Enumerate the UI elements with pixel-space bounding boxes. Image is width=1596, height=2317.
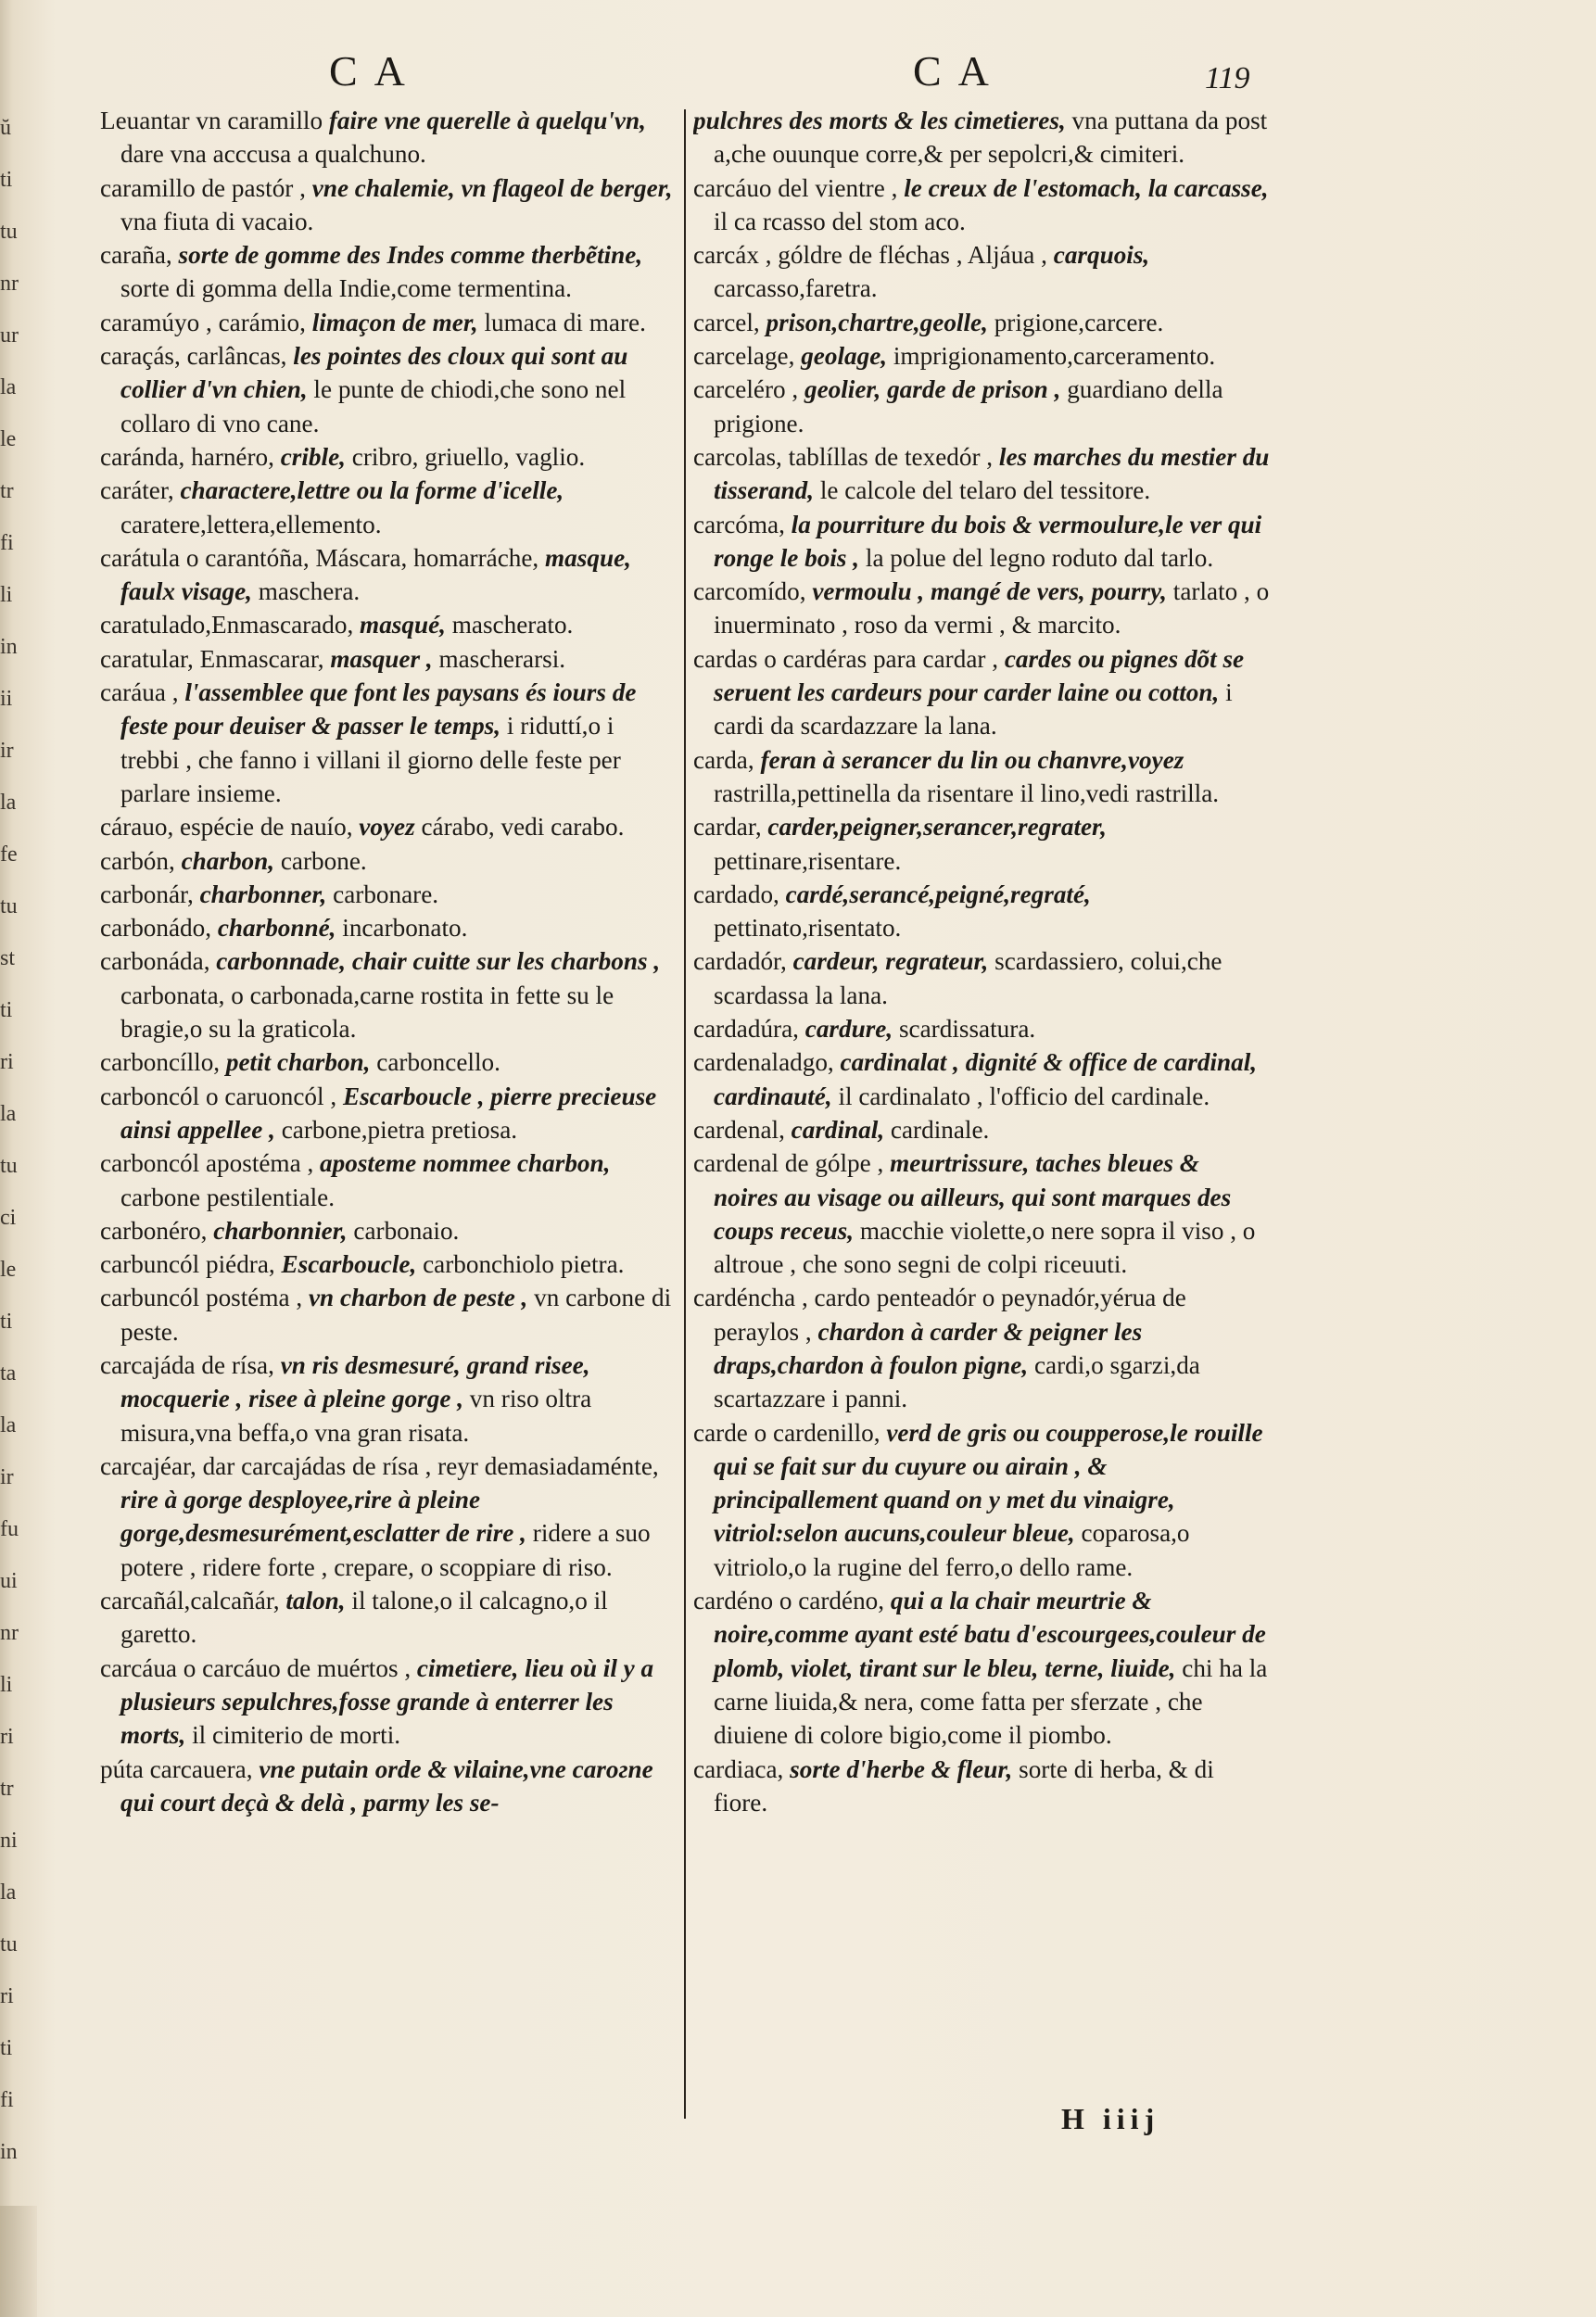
- dictionary-entry: [693, 440, 1270, 508]
- dictionary-entry: [100, 1652, 675, 1753]
- gutter-mark: fi: [0, 531, 14, 555]
- italian-gloss: carbonata, o carbonada,carne rostita in fette su le bragie,o su la graticola.: [120, 981, 614, 1044]
- italian-gloss: chi ha la carne liuida,& nera, come fatta per sferzate , che diuiene di colore bigio,come il piombo.: [714, 1653, 1268, 1750]
- headword: carátula o carantóña, Máscara, homarráche,: [100, 543, 546, 572]
- italian-gloss: rastrilla,pettinella da risentare il lino,vedi rastrilla.: [714, 779, 1220, 807]
- french-gloss: limaçon de mer,: [311, 308, 485, 336]
- italian-gloss: le punte de chiodi,che sono nel collaro di vno cane.: [120, 375, 627, 437]
- gutter-mark: tr: [0, 1777, 14, 1801]
- gutter-mark: tu: [0, 220, 18, 244]
- headword: carbonár,: [100, 880, 200, 908]
- dictionary-entry: [693, 1045, 1270, 1113]
- headword: carcajáda de rísa,: [100, 1350, 281, 1379]
- italian-gloss: caratere,lettera,ellemento.: [120, 510, 382, 538]
- headword: carbón,: [100, 846, 182, 875]
- italian-gloss: mascherarsi.: [438, 644, 566, 673]
- gutter-mark: in: [0, 635, 18, 659]
- french-gloss: talon,: [285, 1587, 352, 1615]
- gutter-mark: tu: [0, 894, 18, 918]
- dictionary-entry: [693, 1146, 1270, 1281]
- gutter-mark: le: [0, 427, 17, 451]
- dictionary-entry: [100, 944, 675, 1045]
- dictionary-entry: [693, 1281, 1270, 1415]
- headword: carcóma,: [693, 510, 792, 538]
- headword: Leuantar vn caramillo: [100, 107, 329, 134]
- gutter-mark: ri: [0, 1050, 14, 1074]
- gutter-mark: la: [0, 791, 17, 815]
- dictionary-entry: [100, 1080, 675, 1147]
- french-gloss: charbonné,: [217, 914, 343, 943]
- headword: caránda, harnéro,: [100, 442, 281, 471]
- dictionary-entry: [100, 339, 675, 440]
- page-edge-shadow: [0, 2206, 37, 2317]
- italian-gloss: imprigionamento,carceramento.: [893, 342, 1216, 371]
- dictionary-entry: [693, 1584, 1270, 1752]
- italian-gloss: cardinale.: [890, 1115, 990, 1144]
- dictionary-entry: [693, 306, 1270, 339]
- italian-gloss: carcasso,faretra.: [714, 274, 878, 303]
- headword: carcañál,calcañár,: [100, 1587, 286, 1615]
- italian-gloss: carbonchiolo pietra.: [423, 1250, 625, 1279]
- gutter-mark: in: [0, 2140, 18, 2164]
- french-gloss: geolage,: [801, 342, 893, 371]
- gutter-mark: tr: [0, 479, 14, 503]
- headword: carcáuo del vientre ,: [693, 173, 905, 202]
- dictionary-entry: [100, 1584, 675, 1652]
- headword: cardenal,: [693, 1115, 792, 1144]
- gutter-mark: nr: [0, 272, 19, 296]
- dictionary-entry: [100, 474, 675, 541]
- french-gloss: apostemе nommee charbon,: [320, 1149, 611, 1178]
- headword: cardiaca,: [693, 1754, 791, 1783]
- italian-gloss: vn riso oltra misura,vna beffa,o vna gran risata.: [120, 1385, 592, 1447]
- italian-gloss: carbone pestilentiale.: [120, 1183, 335, 1211]
- french-gloss: cardure,: [804, 1015, 899, 1044]
- gutter-mark: la: [0, 1102, 17, 1126]
- italian-gloss: carbone.: [280, 846, 367, 875]
- italian-gloss: scardissatura.: [898, 1015, 1036, 1044]
- gutter-mark: ir: [0, 739, 14, 763]
- french-gloss: chardon à carder & peigner les draps,chardon à foulon pigne,: [714, 1317, 1143, 1379]
- dictionary-entry: [100, 541, 675, 609]
- dictionary-entry: [100, 1045, 675, 1079]
- french-gloss: charbonnier,: [213, 1216, 354, 1245]
- italian-gloss: il ca rcasso del stom aco.: [714, 207, 966, 235]
- italian-gloss: carbonaio.: [353, 1216, 460, 1245]
- french-gloss: petit charbon,: [225, 1048, 377, 1077]
- italian-gloss: lumaca di mare.: [484, 308, 646, 336]
- italian-gloss: cribro, griuello, vaglio.: [351, 442, 586, 471]
- headword: púta carcauera,: [100, 1754, 260, 1783]
- dictionary-entry: [100, 1214, 675, 1247]
- french-gloss: cardinal,: [791, 1115, 891, 1144]
- gutter-mark: st: [0, 946, 16, 970]
- dictionary-entry: [693, 575, 1270, 642]
- gutter-mark: la: [0, 1413, 17, 1437]
- headword: carboncíllo,: [100, 1048, 226, 1077]
- french-gloss: feran à serancer du lin ou chanvre,voyez: [760, 745, 1184, 774]
- headword: caraña,: [100, 241, 179, 270]
- headword: carcáua o carcáuo de muértos ,: [100, 1653, 417, 1682]
- italian-gloss: i riduttí,o i trebbi , che fanno i villani il giorno delle feste per parlare insieme.: [120, 712, 621, 807]
- dictionary-entry: [100, 1753, 675, 1820]
- headword: carcomído,: [693, 577, 813, 606]
- italian-gloss: sorte di gomma della Indie,come termentina.: [120, 274, 572, 303]
- dictionary-entry: [693, 810, 1270, 878]
- italian-gloss: carbone,pietra pretiosa.: [281, 1115, 518, 1144]
- gutter-mark: fi: [0, 2088, 14, 2112]
- header-left: CA: [329, 47, 422, 95]
- gutter-mark: ni: [0, 1829, 18, 1853]
- headword: carcelage,: [693, 342, 802, 371]
- dictionary-entry: [693, 373, 1270, 440]
- headword: cárauo, espécie de nauío,: [100, 813, 360, 842]
- gutter-mark: tu: [0, 1932, 18, 1956]
- gutter-mark: ci: [0, 1206, 17, 1230]
- italian-gloss: maschera.: [258, 577, 361, 606]
- dictionary-entry: [100, 642, 675, 676]
- headword: carceléro ,: [693, 375, 804, 404]
- gutter-mark: ii: [0, 687, 13, 711]
- dictionary-entry: [100, 1348, 675, 1450]
- french-gloss: l'assemblee que font les paysans és iours de feste pour deuiser & passer le temps,: [120, 678, 637, 741]
- french-gloss: masqué,: [360, 611, 452, 639]
- gutter-mark: ri: [0, 1725, 14, 1749]
- gutter-mark: fe: [0, 842, 18, 867]
- french-gloss: pulchres des morts & les cimetieres,: [693, 107, 1072, 134]
- dictionary-entry: [100, 911, 675, 944]
- header-right: CA: [913, 47, 1006, 95]
- italian-gloss: le calcole del telaro del tessitore.: [819, 476, 1151, 505]
- french-gloss: les marches du mestier du tisserand,: [714, 442, 1270, 505]
- headword: caratular, Enmascarar,: [100, 644, 331, 673]
- gutter-mark: tu: [0, 1154, 18, 1178]
- italian-gloss: sorte di herba, & di fiore.: [714, 1754, 1214, 1817]
- french-gloss: geolier, garde de prison ,: [804, 375, 1068, 404]
- french-gloss: sorte d'herbe & fleur,: [790, 1754, 1020, 1783]
- gutter-mark: ri: [0, 1984, 14, 2008]
- headword: cardéno o cardéno,: [693, 1587, 891, 1615]
- dictionary-entry: [100, 844, 675, 878]
- dictionary-entry: [100, 676, 675, 810]
- french-gloss: crible,: [280, 442, 352, 471]
- dictionary-entry: [100, 1281, 675, 1348]
- dictionary-entry: [100, 878, 675, 911]
- french-gloss: cimetiere, lieu où il y a plusieurs sepulchres,fosse grande à enterrer les morts,: [120, 1653, 654, 1750]
- headword: carboncól o caruoncól ,: [100, 1082, 343, 1110]
- italian-gloss: i cardi da scardazzare la lana.: [714, 678, 1233, 741]
- headword: cardenal de gólpe ,: [693, 1149, 891, 1178]
- dictionary-entry: [100, 238, 675, 306]
- french-gloss: verd de gris ou coupperose,le rouille qui se fait sur du cuyure ou airain , & principallement quand on y met du vinaigre, vitriol:selon aucuns,couleur bleue,: [714, 1418, 1263, 1548]
- italian-gloss: macchie violette,o nere sopra il viso , o altroue , che sono segni de colpi riceuuti.: [714, 1216, 1256, 1279]
- headword: cardadór,: [693, 947, 793, 976]
- italian-gloss: mascherato.: [451, 611, 574, 639]
- dictionary-entry: [693, 743, 1270, 811]
- headword: carcáx , góldre de fléchas , Aljáua ,: [693, 241, 1054, 270]
- dictionary-entry: [693, 642, 1270, 743]
- italian-gloss: guardiano della prigione.: [714, 375, 1223, 437]
- gutter-mark: la: [0, 1880, 17, 1905]
- italian-gloss: coparosa,o vitriolo,o la rugine del ferro,o dello rame.: [714, 1519, 1190, 1581]
- french-gloss: qui a la chair meurtrie & noire,comme ayant esté batu d'escourgees,couleur de plomb, violet, tirant sur le bleu, terne, liuide,: [714, 1587, 1266, 1682]
- french-gloss: Escarboucle , pierre precieuse ainsi appellee ,: [120, 1082, 657, 1144]
- dictionary-entry: [693, 171, 1270, 239]
- italian-gloss: ridere a suo potere , ridere forte , crepare, o scoppiare di riso.: [120, 1519, 651, 1581]
- headword: caraçás, carlâncas,: [100, 342, 294, 371]
- headword: carbonádo,: [100, 914, 218, 943]
- gutter-mark: li: [0, 583, 13, 607]
- french-gloss: voyez: [359, 813, 422, 842]
- dictionary-entry: [100, 104, 675, 171]
- gutter-mark: ir: [0, 1465, 14, 1489]
- french-gloss: vne putain orde & vilaine,vne carогne qui court deçà & delà , parmy les se-: [120, 1754, 653, 1817]
- french-gloss: Escarboucle,: [281, 1250, 424, 1279]
- headword: carcajéar, dar carcajádas de rísa , reyr demasiadaménte,: [100, 1451, 659, 1480]
- dictionary-entry: [693, 238, 1270, 306]
- headword: carbonáda,: [100, 947, 217, 976]
- headword: caramillo de pastór ,: [100, 173, 312, 202]
- french-gloss: carbonnade, chair cuitte sur les charbons ,: [216, 947, 661, 976]
- gutter-mark: ti: [0, 998, 13, 1022]
- headword: caráua ,: [100, 678, 185, 707]
- dictionary-entry: [100, 171, 675, 239]
- dictionary-entry: [693, 878, 1270, 945]
- headword: carda,: [693, 745, 761, 774]
- dictionary-entry: [693, 339, 1270, 373]
- french-gloss: vn ris desmesuré, grand risee, mocquerie , risee à pleine gorge ,: [120, 1350, 590, 1413]
- french-gloss: vermoulu , mangé de vers, pourry,: [812, 577, 1173, 606]
- headword: carbuncól piédra,: [100, 1250, 282, 1279]
- headword: carde o cardenillo,: [693, 1418, 887, 1447]
- italian-gloss: il cardinalato , l'officio del cardinale.: [838, 1082, 1210, 1110]
- french-gloss: charbonner,: [199, 880, 334, 908]
- gutter-show-through: [0, 102, 32, 2197]
- french-gloss: masque, faulx visage,: [120, 543, 631, 606]
- italian-gloss: cárabo, vedi carabo.: [421, 813, 625, 842]
- dictionary-entry: [100, 1450, 675, 1584]
- french-gloss: le creux de l'estomach, la carcasse,: [904, 173, 1269, 202]
- italian-gloss: tarlato , o inuerminato , roso da vermi , & marcito.: [714, 577, 1270, 639]
- french-gloss: carquois,: [1053, 241, 1150, 270]
- french-gloss: prison,chartre,geolle,: [766, 308, 994, 336]
- headword: cardenaladgo,: [693, 1048, 841, 1077]
- french-gloss: charactere,lettre ou la forme d'icelle,: [180, 476, 564, 505]
- dictionary-entry: [100, 1146, 675, 1214]
- french-gloss: rire à gorge desployee,rire à pleine gorge,desmesurément,esclatter de rire ,: [120, 1486, 533, 1548]
- italian-gloss: la polue del legno roduto dal tarlo.: [865, 543, 1214, 572]
- left-column: [100, 104, 675, 2115]
- headword: carcolas, tablíllas de texedór ,: [693, 442, 999, 471]
- italian-gloss: cardi,o sgarzi,da scartazzare i panni.: [714, 1350, 1200, 1413]
- gutter-mark: nr: [0, 1621, 19, 1645]
- dictionary-entry: [693, 944, 1270, 1012]
- dictionary-entry: [693, 508, 1270, 576]
- right-column: [693, 104, 1270, 2115]
- french-gloss: charbon,: [181, 846, 281, 875]
- gutter-mark: ti: [0, 2036, 13, 2060]
- gutter-mark: ui: [0, 1569, 18, 1593]
- headword: carcel,: [693, 308, 766, 336]
- italian-gloss: dare vna acccusa a qualchuno.: [120, 140, 426, 169]
- italian-gloss: incarbonato.: [342, 914, 468, 943]
- dictionary-entry: [100, 810, 675, 843]
- headword: caráter,: [100, 476, 181, 505]
- gutter-mark: ta: [0, 1361, 17, 1386]
- italian-gloss: prigione,carcere.: [994, 308, 1164, 336]
- italian-gloss: scardassiero, colui,che scardassa la lana.: [714, 947, 1222, 1009]
- gutter-mark: fu: [0, 1517, 19, 1541]
- italian-gloss: carbonare.: [333, 880, 439, 908]
- french-gloss: cardinalat , dignité & office de cardinal, cardinauté,: [714, 1048, 1258, 1110]
- dictionary-entry: [693, 1753, 1270, 1820]
- italian-gloss: il talone,o il calcagno,o il garetto.: [120, 1587, 608, 1649]
- italian-gloss: vn carbone di peste.: [120, 1284, 672, 1346]
- gutter-mark: li: [0, 1673, 13, 1697]
- french-gloss: sorte de gomme des Indes comme therbẽtine,: [178, 241, 643, 270]
- italian-gloss: vna puttana da post a,che ouunque corre,& per sepolcri,& cimiteri.: [714, 107, 1268, 169]
- column-divider: [684, 109, 686, 2119]
- gutter-mark: ur: [0, 323, 19, 348]
- headword: cardado,: [693, 880, 786, 908]
- french-gloss: masquer ,: [330, 644, 439, 673]
- signature-mark: H iiij: [1061, 2102, 1160, 2135]
- italian-gloss: pettinato,risentato.: [714, 914, 902, 943]
- gutter-mark: ti: [0, 1310, 13, 1334]
- headword: caratulado,Enmascarado,: [100, 611, 361, 639]
- italian-gloss: pettinare,risentare.: [714, 846, 902, 875]
- french-gloss: meurtrissure, taches bleues & noires au visage ou ailleurs, qui sont marques des coups receus,: [714, 1149, 1232, 1245]
- french-gloss: la pourriture du bois & vermoulure,le ver qui ronge le bois ,: [714, 510, 1262, 572]
- gutter-mark: ti: [0, 168, 13, 192]
- french-gloss: cardé,serancé,peigné,regraté,: [785, 880, 1091, 908]
- headword: carbuncól postéma ,: [100, 1284, 309, 1312]
- french-gloss: vne chalemie, vn flageol de berger,: [311, 173, 673, 202]
- gutter-mark: le: [0, 1258, 17, 1282]
- dictionary-entry: [693, 104, 1270, 171]
- dictionary-entry: [693, 1416, 1270, 1584]
- italian-gloss: carboncello.: [376, 1048, 500, 1077]
- dictionary-entry: [100, 440, 675, 474]
- dictionary-entry: [100, 1247, 675, 1281]
- headword: caramúyo , carámio,: [100, 308, 312, 336]
- french-gloss: carder,peigner,serancer,regrater,: [767, 813, 1107, 842]
- dictionary-entry: [693, 1113, 1270, 1146]
- dictionary-entry: [100, 608, 675, 641]
- dictionary-entry: [100, 306, 675, 339]
- gutter-mark: ŭ: [0, 116, 11, 140]
- headword: cardadúra,: [693, 1015, 805, 1044]
- headword: cardas o cardéras para cardar ,: [693, 644, 1005, 673]
- headword: carbonéro,: [100, 1216, 214, 1245]
- headword: cardéncha , cardo penteadór o peynadór,yérua de peraylos ,: [693, 1284, 1186, 1346]
- headword: carboncól apostéma ,: [100, 1149, 321, 1178]
- italian-gloss: il cimiterio de morti.: [192, 1721, 401, 1750]
- page-number: 119: [1205, 61, 1250, 95]
- italian-gloss: vna fiuta di vacaio.: [120, 207, 314, 235]
- gutter-mark: la: [0, 375, 17, 399]
- headword: cardar,: [693, 813, 768, 842]
- french-gloss: les pointes des cloux qui sont au collier d'vn chien,: [120, 342, 628, 404]
- dictionary-entry: [693, 1012, 1270, 1045]
- french-gloss: vn charbon de peste ,: [308, 1284, 535, 1312]
- french-gloss: faire vne querelle à quelqu'vn,: [328, 107, 646, 134]
- french-gloss: cardes ou pignes dõt se seruent les cardeurs pour carder laine ou cotton,: [714, 644, 1245, 707]
- french-gloss: cardeur, regrateur,: [792, 947, 995, 976]
